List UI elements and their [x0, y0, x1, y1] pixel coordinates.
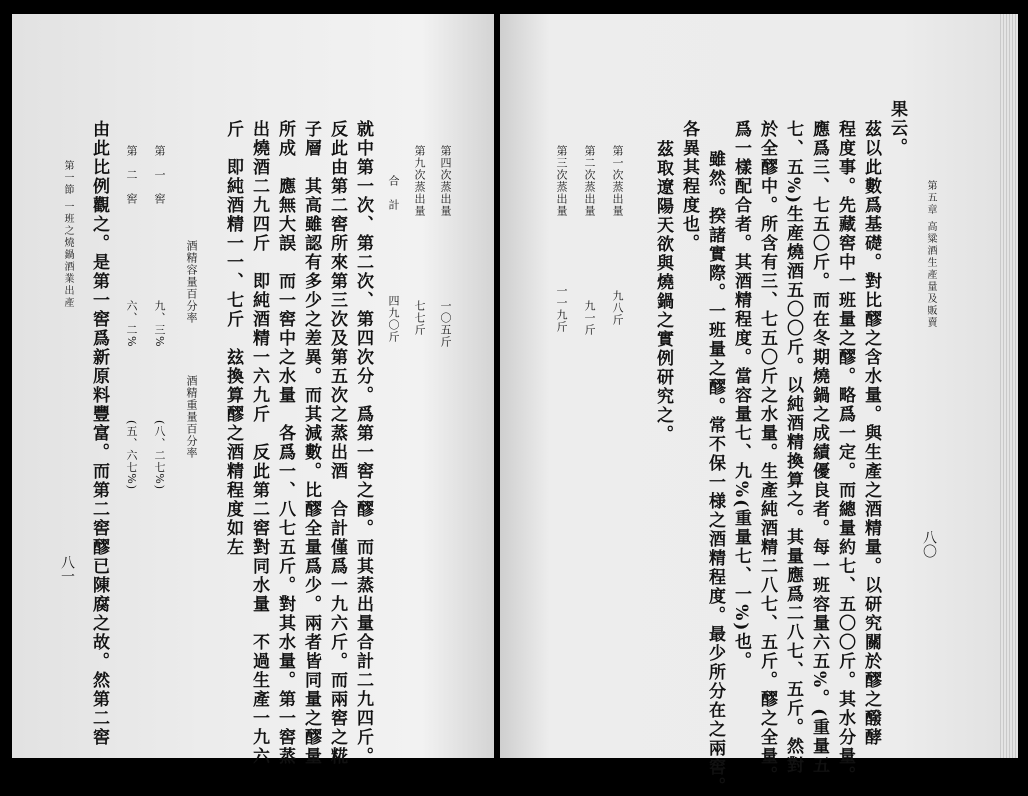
page-number: 八〇 [921, 530, 937, 558]
table-header: 酒精容量百分率 [185, 240, 198, 324]
text-column: 反此由第二窖所來第三次及第五次之蒸出酒 合計僅爲一九六斤。而兩窖之糀 [327, 120, 347, 766]
text-column: 斤 即純酒精一一、七斤 玆換算醪之酒精程度如左 [223, 120, 243, 557]
text-column: 出燒酒二九四斤 即純酒精一六九斤 反此第二窖對同水量 不過生產一九六 [249, 120, 269, 766]
text-column: 茲取遼陽天欲與燒鍋之實例研究之。 [653, 140, 673, 444]
text-column: 所成 應無大誤 而一窖中之水量 各爲一、八七五斤。對其水量。第一窖蒸 [275, 120, 295, 766]
text-column: 程度事。先藏窖中一班量之醪。略爲一定。而總量約七、五〇〇斤。其水分量。 [835, 120, 855, 785]
table-value: 七七斤 [413, 300, 426, 336]
page-number: 八一 [59, 555, 75, 583]
text-column: 由此比例觀之。是第一窖爲新原料豐富。而第二窖醪已陳腐之故。然第二窖 [89, 120, 109, 747]
table-value: 一一九斤 [555, 285, 568, 333]
table-value: (八、二七%) [153, 420, 166, 491]
table-value: (五、六七%) [125, 420, 138, 491]
text-column: 於全醪中。所含有三、七五〇斤之水量。生產純酒精二八七、五斤。醪之全量。 [757, 120, 777, 785]
table-header: 酒精重量百分率 [185, 375, 198, 459]
page-edge [1000, 14, 1018, 758]
table-value: 九、三% [153, 300, 166, 348]
table-label: 第二次蒸出量 [583, 145, 596, 217]
table-label: 第四次蒸出量 [439, 145, 452, 217]
text-column: 爲一樣配合者。其酒精程度。當容量七、九%(重量七、一%)也。 [731, 120, 751, 671]
table-label: 合 計 [387, 175, 400, 211]
text-column: 七、五%)生産燒酒五〇〇斤。以純酒精換算之。其量應爲二八七、五斤。然對 [783, 120, 803, 776]
table-label: 第三次蒸出量 [555, 145, 568, 217]
text-column: 子層 其高雖認有多少之差異。而其減數。比醪全量爲少。兩者皆同量之醪量 [301, 120, 321, 766]
table-label: 第 二 窖 [125, 145, 138, 205]
table-value: 九八斤 [611, 290, 624, 326]
table-label: 第 一 窖 [153, 145, 166, 205]
text-column: 應爲三、七五〇斤。而在冬期燒鍋之成績優良者。每一班容量六五%。(重量五 [809, 120, 829, 776]
text-column: 果云。 [887, 100, 907, 157]
table-value: 九一斤 [583, 300, 596, 336]
table-value: 一〇五斤 [439, 300, 452, 348]
text-column: 就中第一次、第二次、第四次分。爲第一窖之醪。而其蒸出量合計二九四斤。 [353, 120, 373, 766]
text-column: 各異其程度也。 [679, 120, 699, 253]
text-column: 茲以此數爲基礎。對比醪之含水量。與生產之酒精量。以研究關於醪之醱酵 [861, 120, 881, 747]
table-value: 四九〇斤 [387, 295, 400, 343]
table-label: 第九次蒸出量 [413, 145, 426, 217]
table-label: 第一次蒸出量 [611, 145, 624, 217]
table-value: 六、二% [125, 300, 138, 348]
text-column: 雖然。揆諸實際。一班量之醪。常不保一様之酒精程度。最少所分在之兩窖。 [705, 150, 725, 796]
running-header: 第五章 高粱酒生產量及販賣 [925, 180, 936, 330]
running-footer: 第一節 一班之燒鍋酒業出產 [62, 160, 73, 310]
